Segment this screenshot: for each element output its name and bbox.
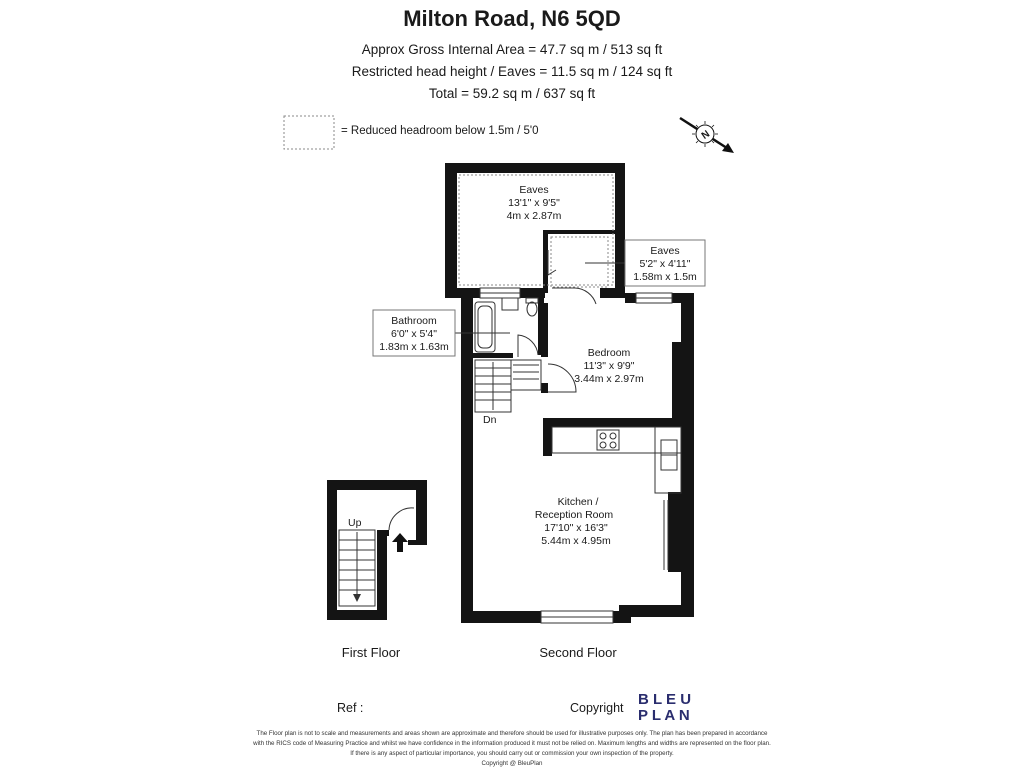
svg-text:11'3" x 9'9": 11'3" x 9'9" (583, 360, 635, 372)
svg-text:4m x 2.87m: 4m x 2.87m (506, 210, 562, 222)
svg-text:Eaves: Eaves (650, 245, 680, 257)
eaves-small-area (551, 237, 608, 287)
svg-text:3.44m x 2.97m: 3.44m x 2.97m (574, 373, 644, 385)
disclaimer-line-2: with the RICS code of Measuring Practice and whilst we have confidence in the information produced it must not be relied on. Maximum lengths and widths are represented on the floor plan. (253, 740, 771, 747)
svg-text:Bathroom: Bathroom (391, 315, 437, 327)
windows (480, 288, 672, 623)
stairs-down (475, 360, 541, 412)
bathroom-fixtures (475, 298, 538, 352)
ref-label: Ref : (337, 701, 364, 715)
disclaimer-line-1: The Floor plan is not to scale and measurements and areas shown are approximate and therefore should be used for illustrative purposes only. The plan has been prepared in accordance (256, 730, 768, 737)
eaves-area-text: Restricted head height / Eaves = 11.5 sq m / 124 sq ft (351, 64, 673, 79)
legend-swatch (284, 116, 334, 149)
svg-text:Bedroom: Bedroom (587, 347, 631, 359)
room-bathroom (373, 310, 510, 356)
first-floor-label: First Floor (341, 645, 401, 660)
svg-text:1.58m x 1.5m: 1.58m x 1.5m (633, 271, 697, 283)
disclaimer-line-4: Copyright @ BleuPlan (481, 760, 543, 767)
second-floor-label: Second Floor (539, 645, 617, 660)
total-area-text: Total = 59.2 sq m / 637 sq ft (428, 86, 596, 101)
svg-text:Eaves: Eaves (519, 184, 549, 196)
room-kitchen (535, 496, 613, 547)
svg-text:1.83m x 1.63m: 1.83m x 1.63m (379, 341, 449, 353)
room-eaves-small (585, 240, 705, 286)
copyright-label: Copyright (570, 701, 624, 715)
gross-area-text: Approx Gross Internal Area = 47.7 sq m / 513 sq ft (361, 42, 663, 57)
bleuplan-logo (638, 691, 691, 724)
svg-text:6'0" x 5'4": 6'0" x 5'4" (391, 328, 437, 340)
disclaimer-line-3: If there is any aspect of particular importance, you should carry out or commission your own inspection of the property. (350, 750, 674, 757)
svg-text:P L A N: P L A N (638, 707, 690, 724)
svg-text:Kitchen /: Kitchen / (557, 496, 599, 508)
room-eaves-main (507, 184, 562, 222)
up-arrow-icon (392, 533, 408, 552)
stairs-up-label: Up (348, 517, 362, 529)
svg-text:B L E U: B L E U (638, 691, 692, 708)
compass-letter: N (699, 128, 712, 142)
second-floor-walls (445, 163, 694, 623)
svg-text:13'1" x 9'5": 13'1" x 9'5" (508, 197, 560, 209)
compass-icon (680, 118, 734, 153)
svg-text:5.44m x 4.95m: 5.44m x 4.95m (541, 535, 611, 547)
room-bedroom (574, 347, 644, 385)
svg-text:17'10" x 16'3": 17'10" x 16'3" (544, 522, 608, 534)
stairs-down-label: Dn (483, 414, 497, 426)
page-title: Milton Road, N6 5QD (403, 6, 621, 31)
svg-text:Reception Room: Reception Room (534, 509, 614, 521)
svg-text:5'2" x 4'11": 5'2" x 4'11" (639, 258, 691, 270)
legend-text: = Reduced headroom below 1.5m / 5'0 (341, 125, 539, 137)
